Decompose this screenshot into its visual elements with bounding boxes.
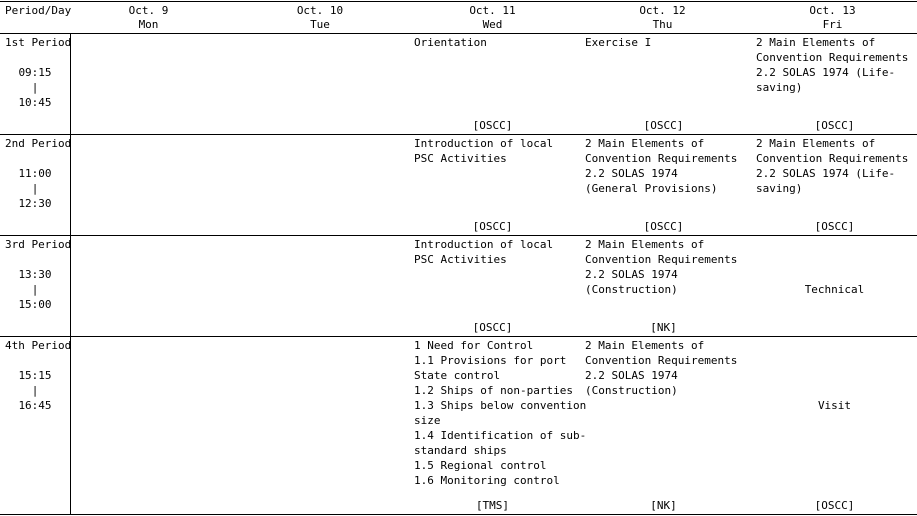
cell-p4-fri-text: Visit — [817, 399, 852, 412]
cell-p3-wed-line-1: Introduction of local — [414, 238, 554, 251]
rule-period-2-bottom — [0, 235, 917, 236]
cell-p1-thu-tag: [OSCC] — [643, 119, 684, 132]
period-1-end: 10:45 — [18, 96, 52, 109]
day-tue-date: Oct. 10 — [296, 4, 344, 17]
period-3-start: 13:30 — [18, 268, 52, 281]
rule-period-3-bottom — [0, 336, 917, 337]
rule-period-column — [70, 33, 71, 515]
cell-p4-wed-line-4: 1.2 Ships of non-parties — [414, 384, 573, 397]
day-wed-weekday: Wed — [482, 18, 503, 31]
cell-p3-wed-tag: [OSCC] — [472, 321, 513, 334]
cell-p1-wed-tag: [OSCC] — [472, 119, 513, 132]
cell-p4-thu-line-3: 2.2 SOLAS 1974 — [585, 369, 678, 382]
cell-p2-fri-line-2: Convention Requirements — [756, 152, 909, 165]
cell-p4-wed-line-2: 1.1 Provisions for port — [414, 354, 567, 367]
cell-p3-thu-tag: [NK] — [650, 321, 677, 334]
period-3-end: 15:00 — [18, 298, 52, 311]
cell-p1-thu-line-1: Exercise I — [585, 36, 652, 49]
day-fri-weekday: Fri — [822, 18, 843, 31]
cell-p3-wed-line-2: PSC Activities — [414, 253, 507, 266]
period-3-sep: | — [31, 283, 39, 296]
cell-p3-fri-text: Technical — [804, 283, 865, 296]
cell-p4-wed-line-3: State control — [414, 369, 501, 382]
cell-p2-thu-line-3: 2.2 SOLAS 1974 — [585, 167, 678, 180]
cell-p2-thu-line-2: Convention Requirements — [585, 152, 738, 165]
period-1-name: 1st Period — [5, 36, 72, 49]
cell-p2-fri-tag: [OSCC] — [814, 220, 855, 233]
cell-p4-thu-line-1: 2 Main Elements of — [585, 339, 705, 352]
day-mon-weekday: Mon — [138, 18, 159, 31]
cell-p3-thu-line-3: 2.2 SOLAS 1974 — [585, 268, 678, 281]
cell-p4-wed-line-7: 1.4 Identification of sub- — [414, 429, 587, 442]
cell-p4-wed-line-9: 1.5 Regional control — [414, 459, 547, 472]
cell-p2-thu-line-1: 2 Main Elements of — [585, 137, 705, 150]
period-2-end: 12:30 — [18, 197, 52, 210]
period-2-sep: | — [31, 182, 39, 195]
day-wed-date: Oct. 11 — [469, 4, 516, 17]
period-1-sep: | — [31, 81, 39, 94]
cell-p4-wed-line-5: 1.3 Ships below convention — [414, 399, 587, 412]
cell-p3-thu-line-1: 2 Main Elements of — [585, 238, 705, 251]
day-thu-weekday: Thu — [652, 18, 673, 31]
cell-p4-wed-line-8: standard ships — [414, 444, 507, 457]
rule-top — [0, 1, 917, 2]
period-4-sep: | — [31, 384, 39, 397]
rule-bottom — [0, 514, 917, 515]
cell-p1-fri-line-2: Convention Requirements — [756, 51, 909, 64]
cell-p4-thu-line-4: (Construction) — [585, 384, 678, 397]
cell-p3-thu-line-2: Convention Requirements — [585, 253, 738, 266]
rule-period-1-bottom — [0, 134, 917, 135]
cell-p1-fri-line-1: 2 Main Elements of — [756, 36, 876, 49]
day-fri-date: Oct. 13 — [809, 4, 856, 17]
cell-p3-thu-line-4: (Construction) — [585, 283, 678, 296]
cell-p2-fri-line-3: 2.2 SOLAS 1974 (Life- — [756, 167, 896, 180]
day-mon-date: Oct. 9 — [128, 4, 169, 17]
cell-p4-wed-tag: [TMS] — [475, 499, 510, 512]
period-4-name: 4th Period — [5, 339, 72, 352]
period-4-start: 15:15 — [18, 369, 52, 382]
cell-p4-wed-line-6: size — [414, 414, 441, 427]
cell-p1-fri-tag: [OSCC] — [814, 119, 855, 132]
cell-p1-fri-line-3: 2.2 SOLAS 1974 (Life- — [756, 66, 896, 79]
period-2-start: 11:00 — [18, 167, 52, 180]
cell-p4-fri-tag: [OSCC] — [814, 499, 855, 512]
period-4-end: 16:45 — [18, 399, 52, 412]
cell-p4-wed-line-1: 1 Need for Control — [414, 339, 534, 352]
period-3-name: 3rd Period — [5, 238, 72, 251]
cell-p2-thu-tag: [OSCC] — [643, 220, 684, 233]
cell-p2-wed-line-1: Introduction of local — [414, 137, 554, 150]
day-thu-date: Oct. 12 — [639, 4, 686, 17]
cell-p2-fri-line-4: saving) — [756, 182, 803, 195]
header-corner: Period/Day — [5, 4, 72, 17]
cell-p1-wed-line-1: Orientation — [414, 36, 487, 49]
cell-p4-wed-line-10: 1.6 Monitoring control — [414, 474, 560, 487]
period-2-name: 2nd Period — [5, 137, 72, 150]
cell-p1-fri-line-4: saving) — [756, 81, 803, 94]
rule-header-bottom — [0, 33, 917, 34]
cell-p2-thu-line-4: (General Provisions) — [585, 182, 718, 195]
cell-p2-wed-tag: [OSCC] — [472, 220, 513, 233]
cell-p4-thu-line-2: Convention Requirements — [585, 354, 738, 367]
day-tue-weekday: Tue — [310, 18, 330, 31]
period-1-start: 09:15 — [18, 66, 52, 79]
cell-p2-fri-line-1: 2 Main Elements of — [756, 137, 876, 150]
cell-p2-wed-line-2: PSC Activities — [414, 152, 507, 165]
cell-p4-thu-tag: [NK] — [650, 499, 677, 512]
